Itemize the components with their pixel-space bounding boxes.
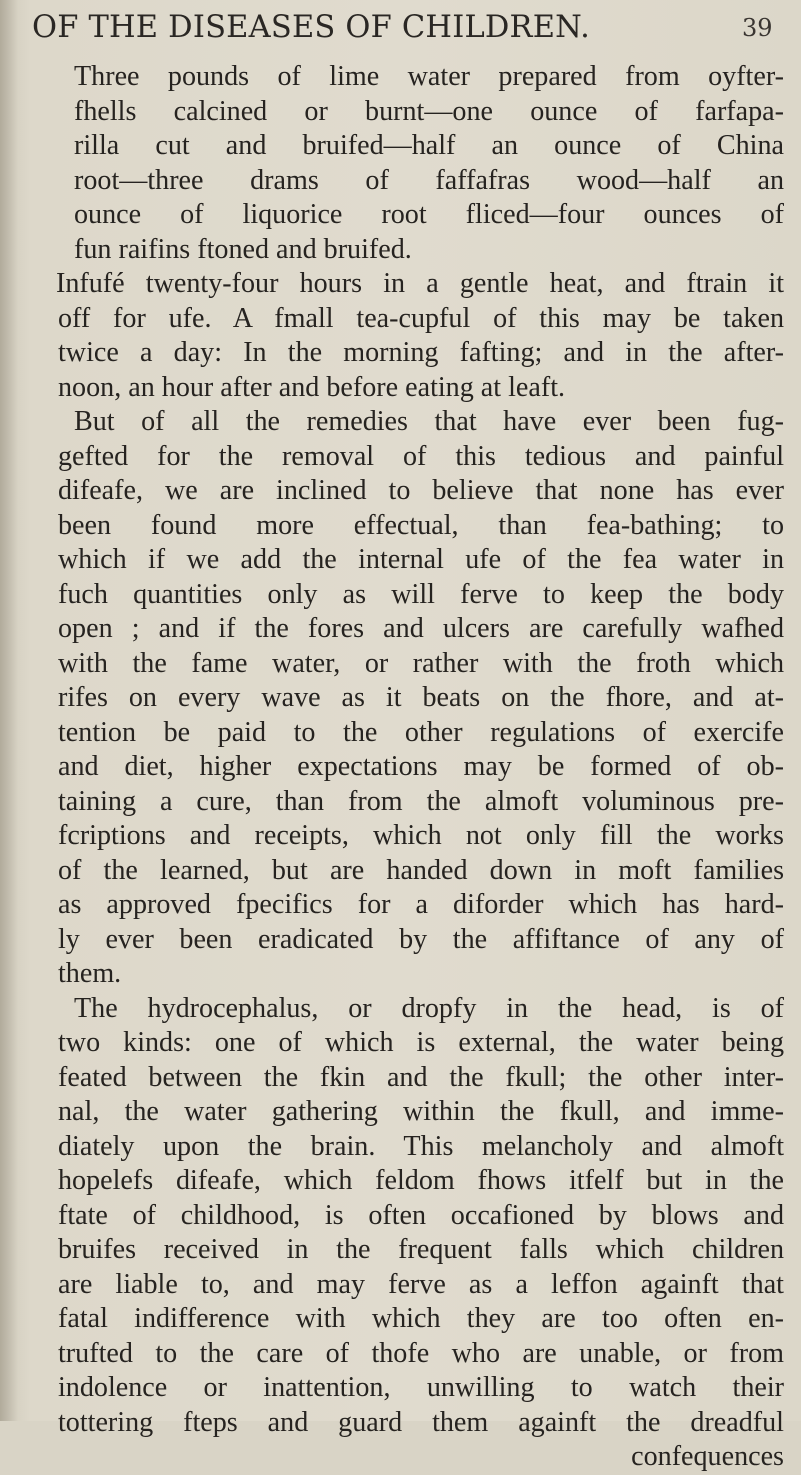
text-line: them. — [58, 958, 122, 989]
text-line: But of all the remedies that have ever been fug- — [74, 406, 784, 437]
text-line: fuch quantities only as will ferve to keep the body — [58, 578, 784, 610]
text-line: nal, the water gathering within the fkull, and imme- — [58, 1096, 784, 1127]
text-line: fun raifins ftoned and bruifed. — [74, 233, 412, 265]
text-line: diately upon the brain. This melancholy and almoft — [58, 1130, 784, 1162]
running-head: OF THE DISEASES OF CHILDREN. — [32, 10, 591, 45]
text-line: off for ufe. A fmall tea-cupful of this may be taken — [58, 302, 784, 334]
text-line: fcriptions and receipts, which not only fill the works — [58, 820, 784, 851]
text-line: been found more effectual, than fea-bathing; to — [58, 509, 784, 541]
text-line: root—three drams of faffafras wood—half an — [74, 164, 784, 196]
text-line: tention be paid to the other regulations of exercife — [58, 716, 784, 748]
text-line: and diet, higher expectations may be formed of ob- — [58, 751, 784, 782]
text-line: noon, an hour after and before eating at leaft. — [58, 371, 566, 403]
text-line: twice a day: In the morning fafting; and in the after- — [58, 337, 784, 368]
text-line: open ; and if the fores and ulcers are carefully wafhed — [58, 613, 784, 644]
text-line: ounce of liquorice root fliced—four ounces of — [74, 199, 784, 230]
catchword: confequences — [631, 1441, 784, 1472]
text-line: which if we add the internal ufe of the fea water in — [58, 544, 784, 575]
text-line: fatal indifference with which they are too often en- — [58, 1303, 784, 1334]
text-line: bruifes received in the frequent falls which children — [58, 1234, 784, 1265]
text-line: two kinds: one of which is external, the water being — [58, 1027, 784, 1058]
text-line: gefted for the removal of this tedious and painful — [58, 440, 784, 472]
text-line: as approved fpecifics for a diforder which has hard- — [58, 889, 784, 920]
text-line: Three pounds of lime water prepared from oyfter- — [74, 61, 784, 92]
text-line: trufted to the care of thofe who are unable, or from — [58, 1337, 784, 1369]
page-number: 39 — [742, 14, 773, 42]
text-line: ftate of childhood, is often occafioned by blows and — [58, 1199, 784, 1231]
text-line: tottering fteps and guard them againft the dreadful — [58, 1406, 784, 1438]
text-line: with the fame water, or rather with the froth which — [58, 647, 784, 679]
gutter-shadow — [0, 0, 18, 1421]
text-line: The hydrocephalus, or dropfy in the head, is of — [74, 992, 784, 1024]
text-line: indolence or inattention, unwilling to watch their — [58, 1372, 784, 1403]
text-line: fhells calcined or burnt—one ounce of farfapa- — [74, 95, 784, 127]
text-line: of the learned, but are handed down in moft families — [58, 854, 784, 886]
text-line: Infufé twenty-four hours in a gentle heat, and ftrain it — [56, 268, 784, 299]
body-text — [58, 60, 784, 1475]
text-line: taining a cure, than from the almoft voluminous pre- — [58, 785, 784, 817]
text-line: rilla cut and bruifed—half an ounce of China — [74, 130, 784, 161]
text-line: ly ever been eradicated by the affiftance of any of — [58, 923, 784, 955]
text-line: rifes on every wave as it beats on the fhore, and at- — [58, 682, 784, 713]
page-header — [18, 10, 788, 56]
text-line: hopelefs difeafe, which feldom fhows itfelf but in the — [58, 1165, 784, 1196]
text-line: difeafe, we are inclined to believe that none has ever — [58, 475, 784, 506]
text-line: are liable to, and may ferve as a leffon againft that — [58, 1268, 784, 1300]
text-line: feated between the fkin and the fkull; the other inter- — [58, 1061, 784, 1093]
